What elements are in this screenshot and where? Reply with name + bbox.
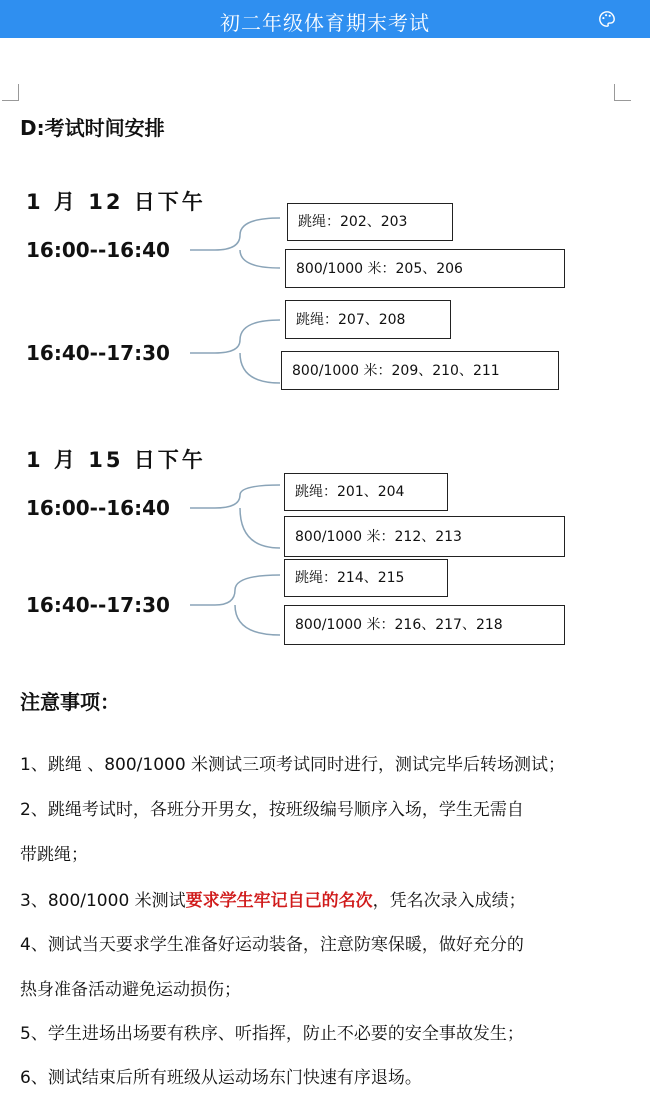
document-title: 初二年级体育期末考试 [220, 11, 430, 35]
note-item-1: 1、跳绳 、800/1000 米测试三项考试同时进行，测试完毕后转场测试； [20, 755, 566, 775]
note-item-3-prefix: 3、800/1000 米测试 [20, 891, 186, 911]
note-item-6: 6、测试结束后所有班级从运动场东门快速有序退场。 [20, 1068, 422, 1088]
note-item-4-line-1: 4、测试当天要求学生准备好运动装备，注意防寒保暖，做好充分的 [20, 935, 524, 955]
time-slot-1-1: 16:00--16:40 [26, 238, 170, 262]
rope-box-1-1: 跳绳：202、203 [287, 203, 453, 241]
notes-title: 注意事项： [20, 690, 120, 714]
note-item-3 [20, 886, 526, 911]
rope-box-2-1: 跳绳：201、204 [284, 473, 448, 511]
page-corner-mark-left [2, 84, 19, 101]
brace-day2-slot1 [190, 485, 280, 548]
exam-date-2: 1 月 15 日下午 [26, 448, 206, 472]
run-box-2-1: 800/1000 米：212、213 [284, 516, 565, 557]
note-item-3-emphasis: 要求学生牢记自己的名次 [185, 891, 373, 911]
section-title: D:考试时间安排 [20, 116, 165, 140]
rope-box-2-2: 跳绳：214、215 [284, 559, 448, 597]
time-slot-2-1: 16:00--16:40 [26, 496, 170, 520]
note-item-2-line-1: 2、跳绳考试时，各班分开男女，按班级编号顺序入场，学生无需自 [20, 800, 524, 820]
note-item-4-line-2: 热身准备活动避免运动损伤； [20, 980, 241, 1000]
time-slot-1-2: 16:40--17:30 [26, 341, 170, 365]
brace-day1-slot2 [190, 320, 280, 383]
page-corner-mark-right [614, 84, 631, 101]
time-slot-2-2: 16:40--17:30 [26, 593, 170, 617]
run-box-2-2: 800/1000 米：216、217、218 [284, 605, 565, 645]
exam-date-1: 1 月 12 日下午 [26, 190, 206, 214]
rope-box-1-2: 跳绳：207、208 [285, 300, 451, 339]
run-box-1-1: 800/1000 米：205、206 [285, 249, 565, 288]
palette-icon[interactable] [598, 10, 616, 28]
run-box-1-2: 800/1000 米：209、210、211 [281, 351, 559, 390]
note-item-5: 5、学生进场出场要有秩序、听指挥，防止不必要的安全事故发生； [20, 1024, 524, 1044]
note-item-3-suffix: ，凭名次录入成绩； [372, 891, 526, 911]
note-item-2-line-2: 带跳绳； [20, 845, 88, 865]
brace-day2-slot2 [190, 575, 280, 635]
title-bar [0, 0, 650, 38]
brace-day1-slot1 [190, 218, 280, 268]
